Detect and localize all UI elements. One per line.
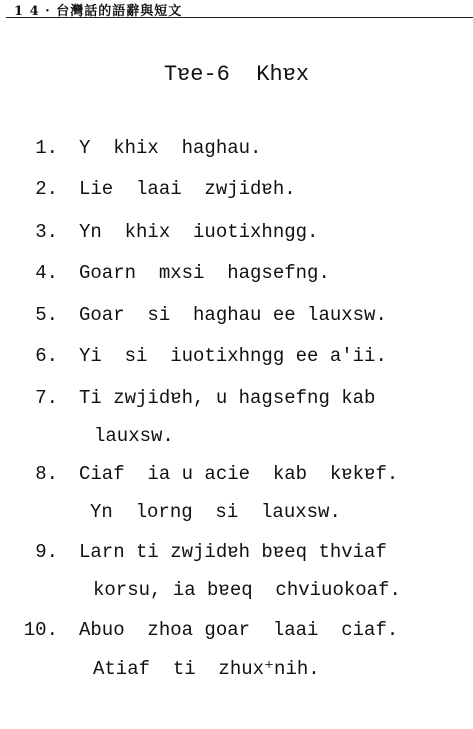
sentence-text: Ciaf ia u acie kab kɐkɐf.	[79, 463, 399, 485]
sentence-number: 4.	[35, 262, 58, 284]
sentence-continuation: Yn lorng si lauxsw.	[90, 501, 341, 523]
sentence-text: Goarn mxsi hagsefng.	[79, 262, 330, 284]
sentence-1	[0, 137, 473, 167]
sentence-number: 1.	[35, 137, 58, 159]
header-text: 1 4 · 台灣話的語辭與短文	[14, 4, 183, 19]
sentence-4	[0, 262, 473, 292]
sentence-2	[0, 178, 473, 208]
sentence-text: Yn khix iuotixhngg.	[79, 221, 319, 243]
sentence-3	[0, 221, 473, 251]
sentence-9	[0, 541, 473, 601]
sentence-7	[0, 387, 473, 447]
sentence-number: 2.	[35, 178, 58, 200]
sentence-number: 10.	[23, 619, 58, 641]
sentence-text: Abuo zhoa goar laai ciaf.	[79, 619, 399, 641]
sentence-10	[0, 619, 473, 680]
sentence-continuation: lauxsw.	[94, 425, 174, 447]
sentence-6	[0, 345, 473, 375]
sentence-text: Ti zwjidɐh, u hagsefng kab	[79, 387, 376, 409]
sentence-8	[0, 463, 473, 523]
sentence-continuation: Atiaf ti zhux⁺nih.	[93, 658, 320, 680]
sentence-number: 8.	[35, 463, 58, 485]
lesson-title: Tɐe-6 Khɐx	[163, 62, 310, 87]
sentence-text: Larn ti zwjidɐh bɐeq thᴠiaf	[79, 541, 387, 563]
sentence-number: 6.	[35, 345, 58, 367]
sentence-continuation: korsu, ia bɐeq chᴠiuokoaf.	[93, 579, 401, 601]
sentence-text: Yi si iuotixhngg ee a'ii.	[79, 345, 387, 367]
sentence-text: Y khix haghau.	[79, 137, 262, 159]
sentence-number: 7.	[35, 387, 58, 409]
sentence-number: 5.	[35, 304, 58, 326]
sentence-text: Lie laai zwjidɐh.	[79, 178, 296, 200]
sentence-5	[0, 304, 473, 334]
sentence-number: 9.	[35, 541, 58, 563]
sentence-text: Goar si haghau ee lauxsw.	[79, 304, 387, 326]
sentence-number: 3.	[35, 221, 58, 243]
